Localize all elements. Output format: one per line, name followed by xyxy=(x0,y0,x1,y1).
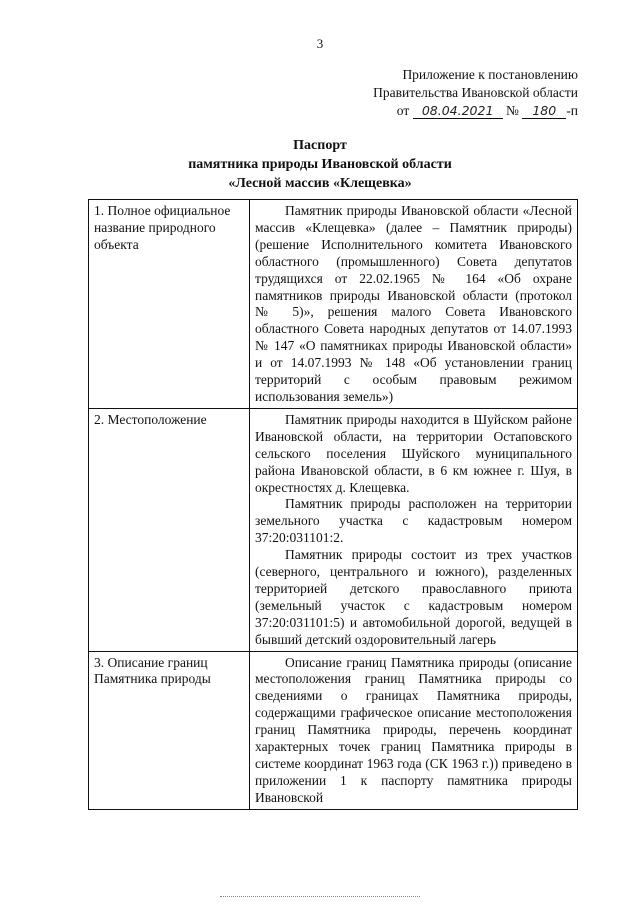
approval-number: 180 xyxy=(522,104,566,119)
row-content xyxy=(250,408,578,651)
approval-date: 08.04.2021 xyxy=(413,104,503,119)
approval-from-prefix: от xyxy=(396,103,410,118)
page-number: 3 xyxy=(316,36,324,51)
table-row xyxy=(89,408,578,651)
row-paragraph: Описание границ Памятника природы (описание местоположения границ Памятника природы со сведениями о границах Памятника природы, содержащими графическое описание местоположения границ Памятника природы, перечень координат характерных точек границ Памятника природы в системе координат 1963 года (СК 1963 г.)) приведено в приложении 1 к паспорту памятника природы Ивановской xyxy=(255,654,572,805)
approval-number-suffix: -п xyxy=(566,103,578,118)
row-paragraph: Памятник природы Ивановской области «Лесной массив «Клещевка» (далее – Памятник природы) (решение Исполнительного комитета Ивановского областного (промышленного) Совета депутатов трудящихся от 22.02.1965 № 164 «Об охране памятников природы Ивановской области (протокол № 5)», решения малого Совета Ивановского областного Совета народных депутатов от 14.07.1993 № 147 «О памятниках природы Ивановской области» и от 14.07.1993 № 148 «Об установлении границ территорий с особым правовым режимом использования земель») xyxy=(255,203,572,404)
title-line-3: «Лесной массив «Клещевка» xyxy=(228,176,412,191)
scan-artifact xyxy=(220,896,420,899)
title-line-2: памятника природы Ивановской области xyxy=(188,157,452,172)
row-label: 2. Местоположение xyxy=(89,408,250,651)
row-paragraph: Памятник природы находится в Шуйском районе Ивановской области, на территории Остаповского сельского поселения Шуйского муниципального района Ивановской области, в 6 км южнее г. Шуя, в окрестностях д. Клещевка. xyxy=(255,411,572,495)
title-line-1: Паспорт xyxy=(293,138,347,153)
passport-table xyxy=(88,199,578,810)
row-label: 1. Полное официальное название природного объекта xyxy=(89,200,250,409)
approval-date-line xyxy=(373,102,578,120)
row-content xyxy=(250,200,578,409)
row-label: 3. Описание границ Памятника природы xyxy=(89,651,250,809)
document-title xyxy=(0,136,640,193)
approval-line-2: Правительства Ивановской области xyxy=(373,85,578,100)
approval-line-1: Приложение к постановлению xyxy=(402,67,578,82)
table-row xyxy=(89,200,578,409)
approval-number-sign: № xyxy=(506,103,519,118)
table-row xyxy=(89,651,578,809)
approval-block xyxy=(373,66,578,120)
row-paragraph: Памятник природы состоит из трех участков (северного, центрального и южного), разделенных территорией детского православного приюта (земельный участок с кадастровым номером 37:20:031101:5) и автомобильной дорогой, ведущей в бывший детский оздоровительный лагерь xyxy=(255,547,572,647)
row-paragraph: Памятник природы расположен на территории земельного участка с кадастровым номером 37:20:031101:2. xyxy=(255,496,572,546)
row-content xyxy=(250,651,578,809)
